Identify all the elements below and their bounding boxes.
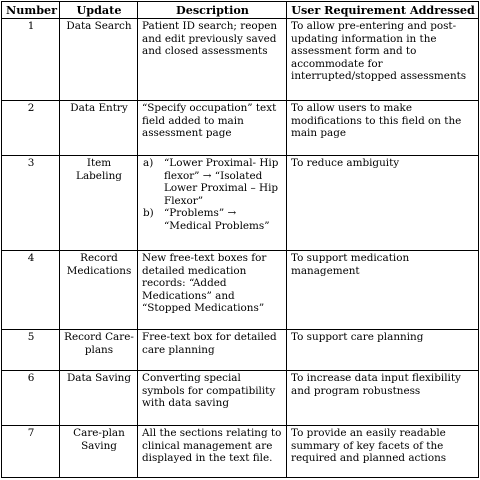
row-description: “Specify occupation” text field added to main assessment page [138, 101, 287, 156]
row-requirement: To support medication management [287, 251, 479, 330]
row-number: 7 [2, 426, 60, 478]
table-row [2, 251, 479, 330]
list-item-text: “Problems” → “Medical Problems” [164, 207, 270, 232]
row-number: 3 [2, 156, 60, 251]
row-description: All the sections relating to clinical management are displayed in the text file. [138, 426, 287, 478]
header-description: Description [138, 2, 287, 19]
row-update: Record Care-plans [60, 330, 138, 371]
list-item-text: “Lower Proximal- Hip flexor” → “Isolated Lower Proximal – Hip Flexor” [164, 157, 279, 207]
row-requirement: To reduce ambiguity [287, 156, 479, 251]
row-requirement: To allow pre-entering and post-updating information in the assessment form and to accommodate for interrupted/stopped assessments [287, 19, 479, 101]
table-row [2, 156, 479, 251]
row-description: Converting special symbols for compatibility with data saving [138, 371, 287, 426]
list-item [142, 207, 283, 232]
row-requirement: To increase data input flexibility and program robustness [287, 371, 479, 426]
row-update: Data Search [60, 19, 138, 101]
table-row [2, 19, 479, 101]
header-row [2, 2, 479, 19]
table-row [2, 426, 479, 478]
row-update: Data Entry [60, 101, 138, 156]
row-requirement: To provide an easily readable summary of key facets of the required and planned actions [287, 426, 479, 478]
row-update: Item Labeling [60, 156, 138, 251]
row-number: 1 [2, 19, 60, 101]
header-requirement: User Requirement Addressed [287, 2, 479, 19]
row-requirement: To allow users to make modifications to this field on the main page [287, 101, 479, 156]
row-description: Patient ID search; reopen and edit previously saved and closed assessments [138, 19, 287, 101]
row-description: New free-text boxes for detailed medication records: “Added Medications” and “Stopped Medications” [138, 251, 287, 330]
label-change-list [142, 157, 283, 233]
row-update: Care-plan Saving [60, 426, 138, 478]
row-number: 6 [2, 371, 60, 426]
updates-table [1, 1, 479, 478]
row-description: Free-text box for detailed care planning [138, 330, 287, 371]
row-update: Record Medications [60, 251, 138, 330]
list-item [142, 157, 283, 207]
list-marker: a) [143, 157, 154, 169]
row-update: Data Saving [60, 371, 138, 426]
row-description [138, 156, 287, 251]
row-requirement: To support care planning [287, 330, 479, 371]
list-marker: b) [143, 207, 154, 220]
table-row [2, 101, 479, 156]
table-row [2, 371, 479, 426]
row-number: 2 [2, 101, 60, 156]
header-update: Update [60, 2, 138, 19]
row-number: 4 [2, 251, 60, 330]
row-number: 5 [2, 330, 60, 371]
header-number: Number [2, 2, 60, 19]
table-row [2, 330, 479, 371]
